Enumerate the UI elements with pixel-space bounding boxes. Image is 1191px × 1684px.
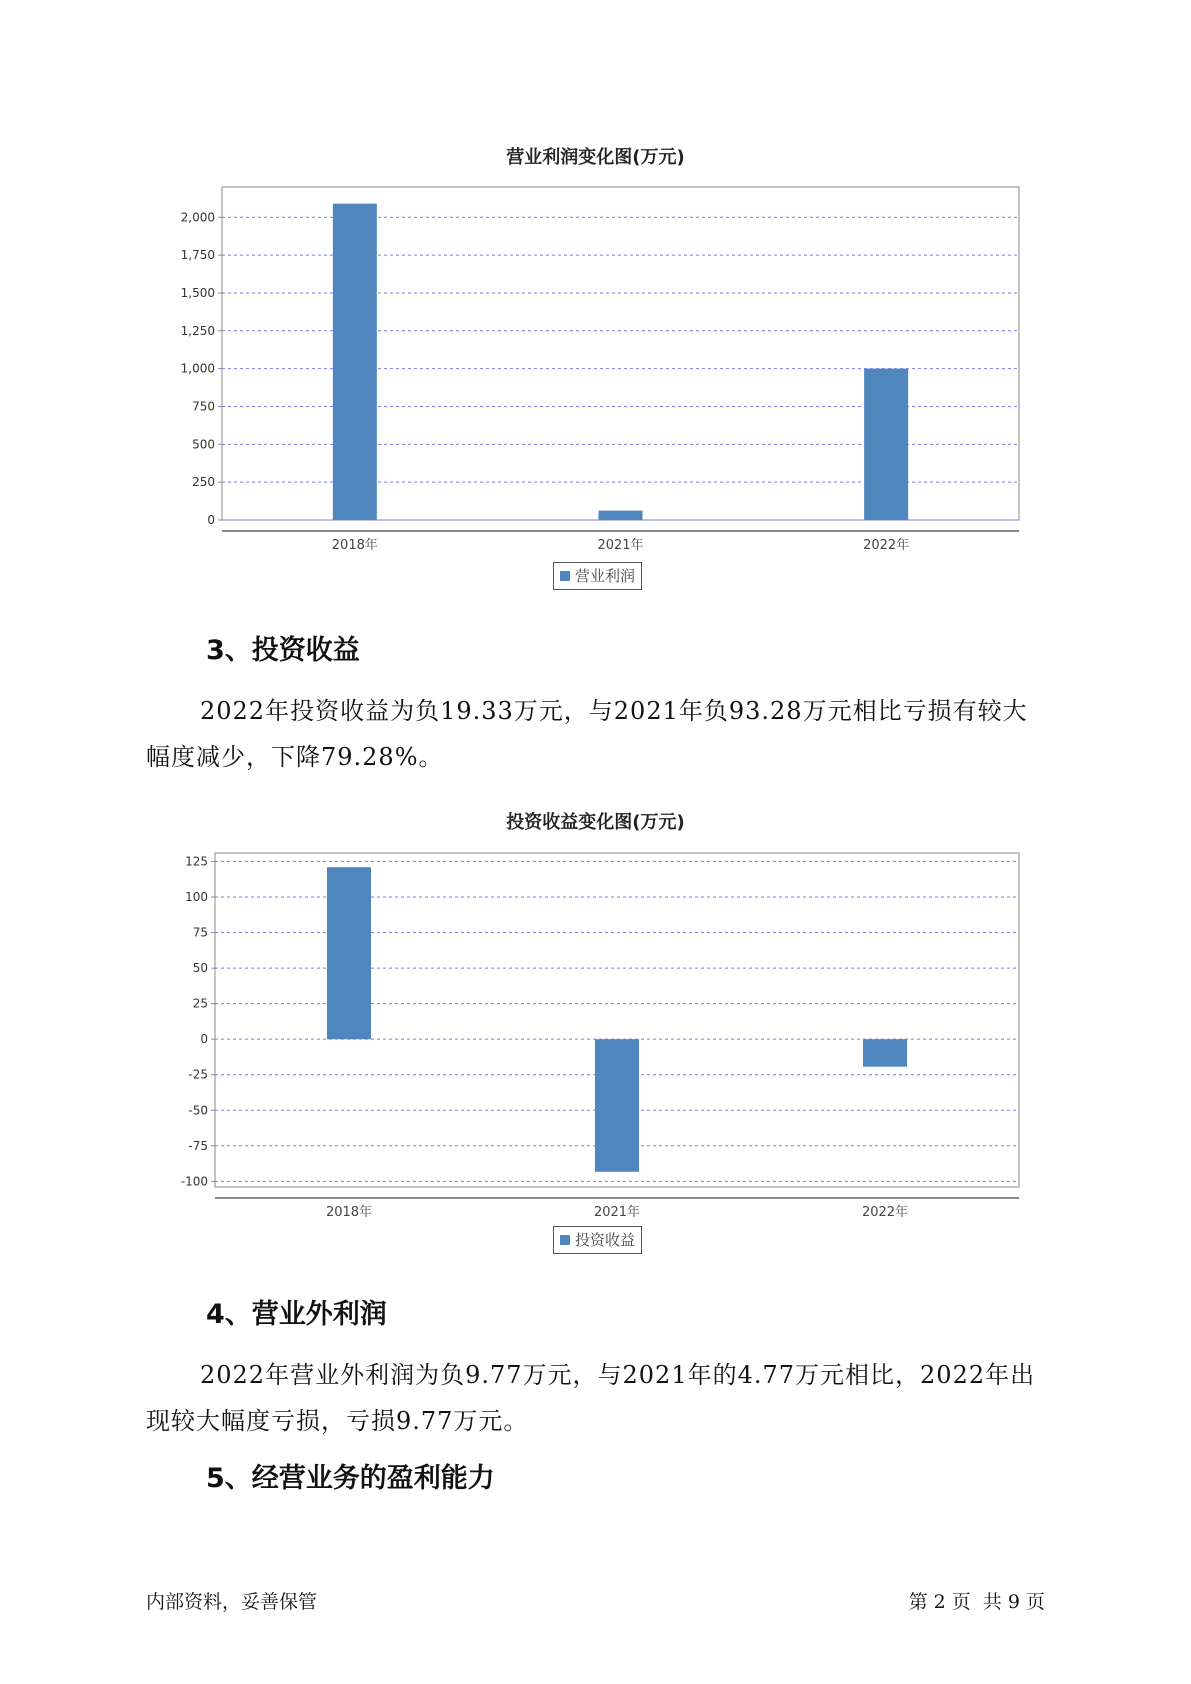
- y-tick-label: 1,000: [180, 361, 215, 376]
- legend-swatch: [560, 571, 570, 581]
- footer-page-number: 第 2 页 共 9 页: [908, 1591, 1045, 1613]
- y-tick-label: 250: [192, 475, 215, 490]
- bar: [327, 867, 371, 1039]
- section-3-paragraph: 2022年投资收益为负19.33万元，与2021年负93.28万元相比亏损有较大幅度减少，下降79.28%。: [146, 697, 1028, 771]
- bar: [864, 369, 908, 520]
- y-tick-label: 0: [200, 1032, 208, 1047]
- section-4-paragraph: 2022年营业外利润为负9.77万元，与2021年的4.77万元相比，2022年出现较大幅度亏损，亏损9.77万元。: [146, 1361, 1036, 1435]
- legend-label: 投资收益: [575, 1231, 636, 1249]
- y-tick-label: 100: [185, 890, 208, 905]
- footer-confidential-note: 内部资料，妥善保管: [146, 1591, 318, 1613]
- section-3-heading: 3、投资收益: [206, 635, 360, 666]
- y-tick-label: 1,500: [180, 285, 215, 300]
- y-tick-label: 500: [192, 437, 215, 452]
- chart-2-legend: [553, 1226, 642, 1254]
- chart-operating-profit: [0, 0, 1191, 560]
- y-tick-label: 50: [192, 961, 208, 976]
- y-tick-label: 750: [192, 399, 215, 414]
- legend-label: 营业利润: [575, 567, 636, 585]
- section-4-heading: 4、营业外利润: [206, 1299, 387, 1330]
- bar: [599, 511, 643, 520]
- chart-1-legend: [553, 562, 642, 590]
- y-tick-label: 0: [207, 513, 215, 527]
- legend-swatch: [560, 1235, 570, 1245]
- y-tick-label: 125: [185, 854, 208, 869]
- y-tick-label: 1,750: [180, 248, 215, 263]
- y-tick-label: -25: [188, 1067, 208, 1082]
- chart-2-title: 投资收益变化图(万元): [506, 812, 685, 833]
- y-tick-label: 25: [192, 996, 208, 1011]
- section-5-heading: 5、经营业务的盈利能力: [206, 1463, 495, 1494]
- x-tick-label: 2021年: [593, 1205, 641, 1220]
- y-tick-label: 2,000: [180, 210, 215, 225]
- x-tick-label: 2022年: [861, 1205, 909, 1220]
- bar: [595, 1039, 639, 1172]
- y-tick-label: -75: [188, 1138, 208, 1153]
- x-tick-label: 2018年: [325, 1205, 373, 1220]
- y-tick-label: -100: [180, 1174, 208, 1189]
- y-tick-label: 75: [192, 925, 208, 940]
- bar: [333, 204, 377, 520]
- y-tick-label: -50: [188, 1103, 208, 1118]
- x-tick-label: 2018年: [331, 538, 378, 553]
- x-tick-label: 2021年: [597, 538, 644, 553]
- chart-1-title: 营业利润变化图(万元): [506, 147, 685, 168]
- y-tick-label: 1,250: [180, 323, 215, 338]
- bar: [863, 1039, 907, 1066]
- x-tick-label: 2022年: [863, 538, 910, 553]
